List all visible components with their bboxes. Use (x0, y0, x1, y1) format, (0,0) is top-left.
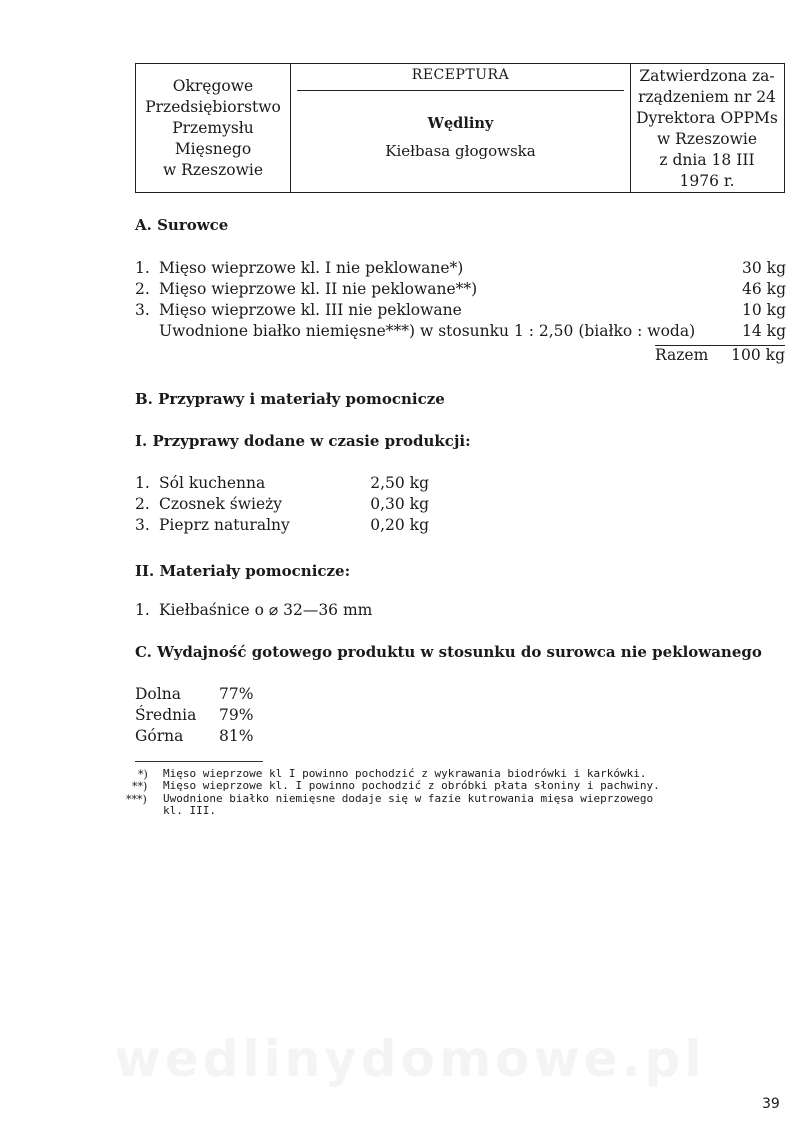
footnote: Mięso wieprzowe kl I powinno pochodzić z wykrawania biodrówki i karkówki. (163, 767, 647, 780)
org-line: Okręgowe (172, 77, 254, 95)
approval-line: z dnia 18 III (659, 151, 755, 169)
watermark: wedlinydomowe.pl (114, 1030, 706, 1088)
materials-subtitle: II. Materiały pomocnicze: (135, 562, 351, 580)
spice-row (135, 474, 429, 492)
approval-line: w Rzeszowie (656, 130, 758, 148)
product-name: Kiełbasa głogowska (385, 142, 536, 160)
yield-label: Średnia (135, 706, 197, 724)
header-approval (631, 64, 783, 192)
spice-row (135, 516, 429, 534)
approval-line: Zatwierdzona za- (639, 67, 775, 85)
spice-name: Pieprz naturalny (159, 516, 290, 534)
yield-row (135, 706, 253, 724)
total-label: Razem (655, 346, 709, 364)
section-b-title: B. Przyprawy i materiały pomocnicze (135, 390, 445, 408)
ingredient-row (135, 280, 477, 298)
org-line: Przemysłu (172, 119, 254, 137)
total-value: 100 kg (731, 346, 785, 364)
section-a-title: A. Surowce (135, 216, 229, 234)
ingredient-name: Mięso wieprzowe kl. II nie peklowane**) (159, 280, 478, 298)
org-line: w Rzeszowie (162, 161, 264, 179)
ingredient-qty: 46 kg (742, 280, 786, 298)
page-number: 39 (762, 1096, 780, 1112)
header-recipe-info (291, 64, 631, 192)
spice-qty: 0,20 kg (370, 516, 429, 534)
total-row (655, 346, 785, 364)
ingredient-name: Mięso wieprzowe kl. III nie peklowane (159, 301, 462, 319)
approval-line: Dyrektora OPPMs (636, 109, 778, 127)
ingredient-number: 2. (135, 280, 150, 298)
footnote: Uwodnione białko niemięsne dodaje się w fazie kutrowania mięsa wieprzowego (163, 792, 654, 805)
yield-label: Dolna (135, 685, 181, 703)
ingredient-name: Uwodnione białko niemięsne***) w stosunku 1 : 2,50 (białko : woda) (159, 322, 696, 340)
spice-qty: 0,30 kg (370, 495, 429, 513)
spice-row (135, 495, 429, 513)
approval-line: 1976 r. (679, 172, 735, 190)
ingredient-number: 1. (135, 259, 150, 277)
ingredient-qty: 30 kg (742, 259, 786, 277)
ingredient-qty: 10 kg (742, 301, 786, 319)
spice-name: Czosnek świeży (159, 495, 283, 513)
ingredient-name: Mięso wieprzowe kl. I nie peklowane*) (159, 259, 464, 277)
footnote: Mięso wieprzowe kl. I powinno pochodzić z obróbki płata słoniny i pachwiny. (163, 779, 660, 792)
spice-name: Sól kuchenna (159, 474, 266, 492)
footnote-mark: ***) (126, 793, 147, 806)
ingredient-qty: 14 kg (742, 322, 786, 340)
section-c-title: C. Wydajność gotowego produktu w stosunku do surowca nie peklowanego (135, 643, 762, 661)
spice-number: 3. (135, 516, 150, 534)
recipe-header-table (135, 63, 785, 193)
ingredient-row (135, 322, 695, 340)
product-category: Wędliny (427, 115, 494, 132)
footnote-mark: **) (132, 780, 148, 793)
spice-number: 1. (135, 474, 150, 492)
yield-label: Górna (135, 727, 184, 745)
material-row (135, 601, 372, 619)
spices-subtitle: I. Przyprawy dodane w czasie produkcji: (135, 432, 471, 450)
footnote-divider (135, 761, 263, 762)
approval-line: rządzeniem nr 24 (638, 88, 776, 106)
ingredient-number: 3. (135, 301, 150, 319)
org-line: Mięsnego (174, 140, 252, 158)
yield-value: 81% (219, 727, 254, 745)
material-number: 1. (135, 601, 150, 619)
footnote: kl. III. (163, 804, 216, 817)
ingredient-row (135, 301, 462, 319)
spice-qty: 2,50 kg (370, 474, 429, 492)
org-line: Przedsiębiorstwo (145, 98, 281, 116)
yield-row (135, 727, 253, 745)
yield-row (135, 685, 253, 703)
yield-value: 77% (219, 685, 254, 703)
header-organization (136, 64, 291, 192)
footnote-mark: *) (138, 768, 148, 781)
spice-number: 2. (135, 495, 150, 513)
ingredient-row (135, 259, 463, 277)
recipe-title: RECEPTURA (297, 64, 624, 91)
yield-value: 79% (219, 706, 254, 724)
material-name: Kiełbaśnice o ⌀ 32—36 mm (159, 601, 373, 619)
